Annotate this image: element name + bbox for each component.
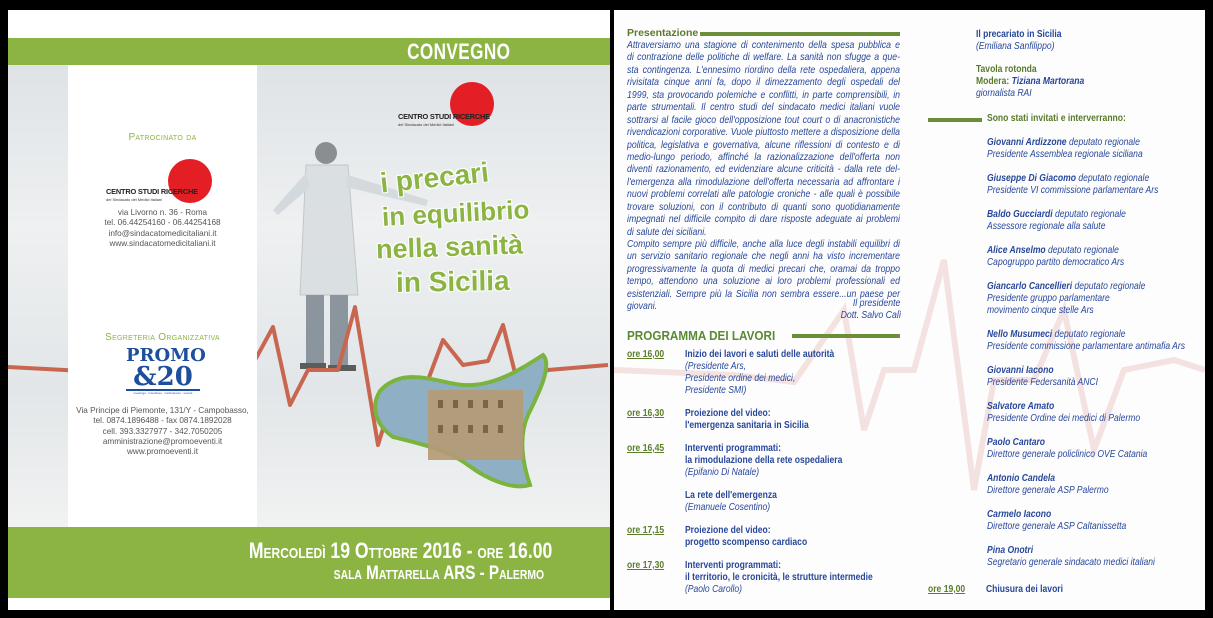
intro-line: politica, legislativa e governativa, alcune riflessioni di contesto e di	[627, 139, 900, 151]
guest-role: Presidente commissione parlamentare antimafia Ars	[987, 341, 1186, 352]
guest-name-line	[987, 329, 1205, 341]
guest-role: movimento cinque stelle Ars	[987, 305, 1094, 316]
program-line	[976, 76, 1170, 88]
closing-time: ore 19,00	[928, 584, 966, 595]
guest-title: deputato regionale	[1075, 173, 1150, 184]
secretariat-label: Segreteria Organizzativa	[105, 332, 220, 343]
guest-item	[987, 401, 1205, 425]
guest-name-line	[987, 401, 1205, 413]
heading-bar	[700, 32, 900, 36]
guest-role: Direttore generale ASP Caltanissetta	[987, 521, 1127, 532]
patronage-logo-name: CENTRO STUDI RICERCHE	[106, 187, 198, 196]
program-line: Tavola rotonda	[975, 64, 1037, 75]
title-line: i precari	[378, 156, 491, 199]
intro-line: rivisitata cinque anni fa, dopo il dimezzamento degli ospedali del	[627, 77, 900, 89]
program-item-lines	[685, 490, 904, 514]
promo-logo-line: &20	[133, 362, 193, 392]
guest-name: Carmelo Iacono	[987, 509, 1052, 520]
moderator-label: Modera:	[975, 76, 1012, 87]
intro-line: l'emergenza alla rimodulazione dell'offerta necessaria ad affrontare i	[627, 176, 900, 188]
patronage-contacts	[68, 208, 257, 249]
program-line: Interventi programmati:	[684, 443, 782, 454]
address: via Livorno n. 36 - Roma	[117, 208, 208, 217]
program-item-lines	[685, 525, 904, 549]
guest-name-line	[987, 473, 1205, 485]
website-link[interactable]: www.sindacatomedicitaliani.it	[109, 238, 216, 248]
title-line: nella sanità	[375, 229, 524, 265]
intro-line: di contrazione delle politiche di welfare. La sanità non sfugge a que-	[627, 52, 900, 64]
guest-name: Alice Anselmo	[987, 245, 1046, 256]
program-time: ore 17,15	[627, 525, 665, 536]
intro-line: di salute dei siciliani.	[627, 226, 707, 238]
title-line: in Sicilia	[395, 265, 510, 298]
heading-bar	[792, 334, 900, 338]
guests-list	[987, 137, 1205, 581]
signature-name: Dott. Salvo Calì	[840, 310, 902, 321]
program-line: giornalista RAI	[975, 88, 1032, 99]
closing-label: Chiusura dei lavori	[985, 584, 1064, 595]
guests-heading: Sono stati invitati e interverranno:	[987, 113, 1126, 124]
intro-line: tempo, attendono una soluzione ai loro problemi professionali ed	[627, 276, 900, 288]
patronage-logo-icon	[168, 159, 212, 203]
program-line: la rimodulazione della rete ospedaliera	[684, 455, 843, 466]
intro-line: un servizio sanitario regionale che negli anni ha visto incrementare	[627, 251, 900, 263]
intro-line: sta contingenza. L'ennesimo riordino della rete ospedaliera, appena	[627, 64, 900, 76]
program-line: Presidente SMI)	[684, 385, 747, 396]
guest-name-line	[987, 209, 1205, 221]
guest-name-line	[987, 365, 1205, 377]
guest-item	[987, 245, 1205, 269]
website-link[interactable]: www.promoeventi.it	[127, 447, 198, 457]
guest-name: Giovanni Iacono	[987, 365, 1054, 376]
guest-name-line	[987, 137, 1205, 149]
program-item	[627, 525, 904, 549]
guest-item	[987, 365, 1205, 389]
program-item-lines	[685, 408, 904, 432]
program-item-lines	[976, 64, 1170, 100]
program-item	[918, 64, 1170, 100]
guest-role: Assessore regionale alla salute	[987, 221, 1106, 232]
intro-line: progressivamente la quota di medici precari che, oramai da troppo	[627, 263, 900, 275]
program-item	[627, 560, 904, 596]
brochure-cover-panel	[8, 10, 610, 610]
program-line: La rete dell'emergenza	[684, 490, 777, 501]
secretariat-contacts	[68, 406, 257, 457]
title-line: in equilibrio	[381, 194, 531, 232]
intro-line: impegnati nel difficile compito di dare risposte adeguate ai problemi	[627, 214, 900, 226]
program-item	[627, 490, 904, 514]
program-line: Proiezione del video:	[684, 525, 771, 536]
convegno-band	[8, 38, 610, 65]
sicily-map-image	[375, 355, 546, 486]
intro-text	[627, 40, 900, 314]
program-item	[627, 408, 904, 432]
phone: tel. 06.44254160 - 06.44254168	[104, 218, 221, 228]
guest-role: Segretario generale sindacato medici italiani	[987, 557, 1155, 568]
guest-name: Giuseppe Di Giacomo	[987, 173, 1076, 184]
intro-line: sottrarsi al facile gioco dell'opposizione tout court o di anacronistiche	[627, 114, 900, 126]
main-logo	[398, 82, 518, 132]
guest-name-line	[987, 437, 1205, 449]
event-date: Mercoledì 19 Ottobre 2016 - ore 16.00	[248, 538, 552, 563]
guest-item	[987, 209, 1205, 233]
program-line: progetto scompenso cardiaco	[684, 537, 808, 548]
guest-item	[987, 329, 1205, 353]
program-time: ore 16,30	[627, 408, 665, 419]
intro-line: parte strumentali. Il centro studi del sindacato medici italiani vuole	[627, 102, 900, 114]
program-time: ore 16,00	[627, 349, 665, 360]
intro-heading: Presentazione	[627, 27, 699, 39]
program-item-lines	[685, 349, 904, 397]
program-line: (Emiliana Sanfilippo)	[975, 41, 1055, 52]
guest-name: Pina Onotri	[987, 545, 1034, 556]
guest-role: Presidente VI commissione parlamentare Ars	[987, 185, 1159, 196]
program-line: (Paolo Carollo)	[684, 584, 743, 595]
program-item-lines	[976, 29, 1170, 53]
guest-name: Giancarlo Cancellieri	[987, 281, 1073, 292]
promo-logo	[126, 345, 206, 395]
guest-name-line	[987, 173, 1205, 185]
program-list-continued	[918, 29, 1170, 111]
program-line: Inizio dei lavori e saluti delle autorità	[684, 349, 835, 360]
guest-title: deputato regionale	[1052, 329, 1126, 340]
guest-item	[987, 281, 1205, 317]
program-item	[627, 349, 904, 397]
signature-role: Il presidente	[852, 298, 901, 309]
intro-line: Attraversiamo una stagione di contenimento della spesa pubblica e	[627, 40, 900, 51]
intro-line: nuovi problemi correlati alle patologie croniche - alle quali è possibile	[627, 189, 900, 201]
program-item-lines	[685, 443, 904, 479]
guest-name-line	[987, 545, 1205, 557]
guest-title: deputato regionale	[1072, 281, 1146, 292]
email-link[interactable]: info@sindacatomedicitaliani.it	[108, 228, 217, 238]
program-line: Proiezione del video:	[684, 408, 771, 419]
guest-role: Presidente Ordine dei medici di Palermo	[987, 413, 1141, 424]
guest-role: Presidente gruppo parlamentare	[987, 293, 1110, 304]
guest-role: Direttore generale policlinico OVE Catania	[987, 449, 1148, 460]
intro-line: trovare soluzioni, con il contributo di quanti sono quotidianamente	[627, 201, 900, 213]
patronage-logo-subtitle: del Sindacato dei Medici Italiani	[106, 197, 163, 202]
intro-line: 1999, sta provocando polemiche e conflitti, in parte comprensibili, in	[627, 89, 900, 101]
intro-line: esistenziali. Sempre più la Sicilia non sembra essere...un paese per	[627, 288, 900, 300]
guest-title: deputato regionale	[1052, 209, 1126, 220]
guest-role: Direttore generale ASP Palermo	[987, 485, 1109, 496]
guest-title: deputato regionale	[1066, 137, 1140, 148]
guest-item	[987, 509, 1205, 533]
program-heading: PROGRAMMA DEI LAVORI	[627, 328, 776, 343]
heading-bar	[928, 118, 982, 122]
address: Via Principe di Piemonte, 131/Y - Campobasso,	[76, 406, 249, 415]
program-line: Presidente ordine dei medici,	[684, 373, 796, 384]
program-line: (Epifanio Di Natale)	[684, 467, 760, 478]
guest-item	[987, 137, 1205, 161]
info-column	[68, 65, 257, 527]
program-line: Interventi programmati:	[684, 560, 782, 571]
promo-logo-line: PROMO	[126, 345, 206, 366]
promo-tagline: meetings · incentives · conferences · events	[126, 389, 200, 395]
guest-item	[987, 545, 1205, 569]
guest-name: Antonio Candela	[987, 473, 1055, 484]
program-item-lines	[685, 560, 904, 596]
band-title: CONVEGNO	[406, 39, 510, 64]
guest-name: Giovanni Ardizzone	[987, 137, 1067, 148]
program-list	[627, 349, 904, 607]
intro-line: medio-lungo periodo, affinché la razionalizzazione dell'offerta non	[627, 151, 900, 163]
guest-name: Baldo Gucciardi	[987, 209, 1053, 220]
guest-name: Nello Musumeci	[987, 329, 1053, 340]
intro-line: giovani.	[627, 301, 658, 313]
guest-name: Paolo Cantaro	[987, 437, 1046, 448]
program-line: l'emergenza sanitaria in Sicilia	[684, 420, 809, 431]
guest-role: Presidente Federsanità ANCI	[987, 377, 1098, 388]
program-time: ore 17,30	[627, 560, 665, 571]
guest-name-line	[987, 281, 1205, 293]
guest-item	[987, 473, 1205, 497]
phone: tel. 0874.1896488 - fax 0874.1892028	[93, 416, 232, 426]
closing-row	[928, 584, 1180, 596]
program-time: ore 16,45	[627, 443, 665, 454]
program-item	[627, 443, 904, 479]
guest-item	[987, 437, 1205, 461]
program-line: il territorio, le cronicità, le strutture intermedie	[684, 572, 873, 583]
logo-subtitle: del Sindacato dei Medici Italiani	[398, 122, 455, 127]
program-line: (Presidente Ars,	[684, 361, 747, 372]
event-venue: sala Mattarella ARS - Palermo	[333, 563, 544, 584]
program-line: Il precariato in Sicilia	[975, 29, 1062, 40]
program-line: (Emanuele Cosentino)	[684, 502, 771, 513]
guest-item	[987, 173, 1205, 197]
intro-line: diventi razionamento, ed evidenziare alcune criticità - dalla rete del-	[627, 164, 900, 176]
guest-name: Salvatore Amato	[987, 401, 1055, 412]
guest-role: Presidente Assemblea regionale siciliana	[987, 149, 1143, 160]
patronage-label: Patrocinato da	[128, 132, 197, 143]
intro-line: Compito sempre più difficile, anche alla luce degli instabili equilibri di	[627, 239, 900, 250]
program-item	[918, 29, 1170, 53]
guest-name-line	[987, 509, 1205, 521]
logo-name: CENTRO STUDI RICERCHE	[398, 112, 490, 121]
guest-name-line	[987, 245, 1205, 257]
moderator-name: Tiziana Martorana	[1011, 76, 1085, 87]
email-link[interactable]: amministrazione@promoeventi.it	[102, 436, 223, 446]
program-panel	[614, 10, 1205, 610]
intro-line: rivendicazioni corporative. Vuole piuttosto mettere a disposizione della	[627, 127, 900, 139]
guest-role: Capogruppo partito democratico Ars	[987, 257, 1125, 268]
guest-title: deputato regionale	[1045, 245, 1119, 256]
mobile: cell. 393.3327977 - 342.7050205	[102, 426, 223, 436]
